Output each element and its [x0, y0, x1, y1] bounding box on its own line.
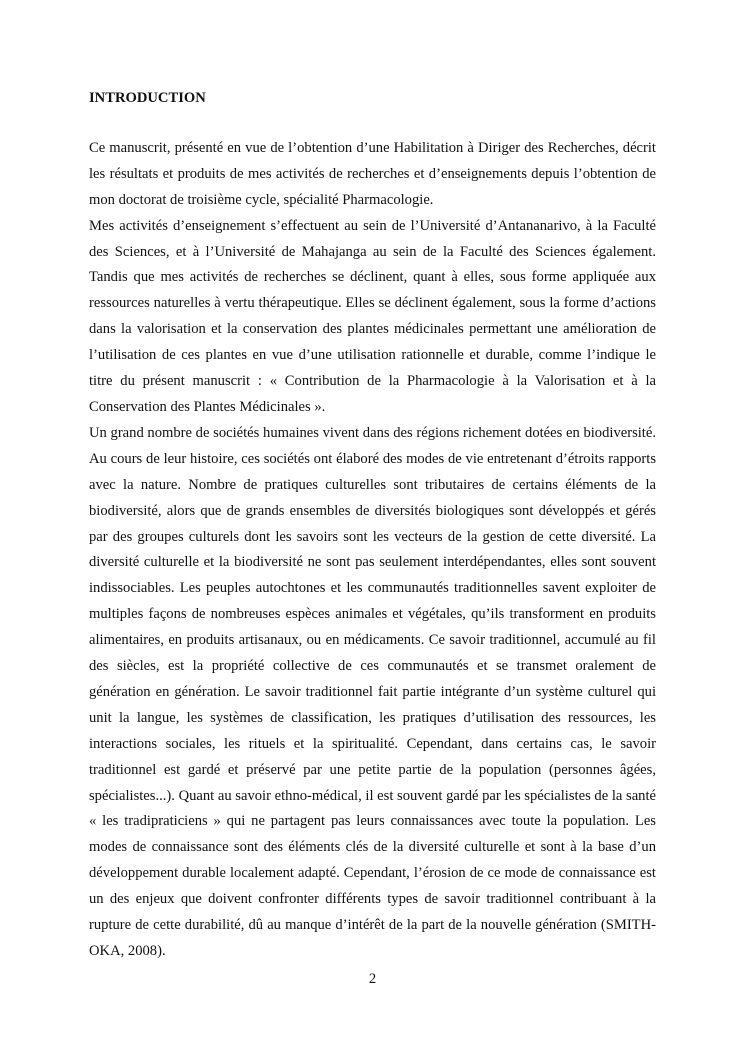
paragraph-1: Ce manuscrit, présenté en vue de l’obtention d’une Habilitation à Diriger des Recherches, décrit les résultats et produits de mes activités de recherches et d’enseignements depuis l’obtention de mon doctorat de troisième cycle, spécialité Pharmacologie. — [89, 139, 656, 208]
section-heading: INTRODUCTION — [89, 90, 206, 106]
document-body — [89, 86, 656, 965]
paragraph-2: Mes activités d’enseignement s’effectuent au sein de l’Université d’Antananarivo, à la Faculté des Sciences, et à l’Université de Mahajanga au sein de la Faculté des Sciences également. Tandis que mes activités de recherches se déclinent, quant à elles, sous forme appliquée aux ressources naturelles à vertu thérapeutique. Elles se déclinent également, sous la forme d’actions dans la valorisation et la conservation des plantes médicinales permettant une amélioration de l’utilisation de ces plantes en vue d’une utilisation rationnelle et durable, comme l’indique le titre du présent manuscrit : « Contribution de la Pharmacologie à la Valorisation et à la Conservation des Plantes Médicinales ». — [89, 217, 656, 415]
page-number: 2 — [368, 971, 377, 987]
paragraph-3: Un grand nombre de sociétés humaines vivent dans des régions richement dotées en biodiversité. Au cours de leur histoire, ces sociétés ont élaboré des modes de vie entretenant d’étroits rapports avec la nature. Nombre de pratiques culturelles sont tributaires de certains éléments de la biodiversité, alors que de grands ensembles de diversités biologiques sont développés et gérés par des groupes culturels dont les savoirs sont les vecteurs de la gestion de cette diversité. La diversité culturelle et la biodiversité ne sont pas seulement interdépendantes, elles sont souvent indissociables. Les peuples autochtones et les communautés traditionnelles savent exploiter de multiples façons de nombreuses espèces animales et végétales, qu’ils transforment en produits alimentaires, en produits artisanaux, ou en médicaments. Ce savoir traditionnel, accumulé au fil des siècles, est la propriété collective de ces communautés et se transmet oralement de génération en génération. Le savoir traditionnel fait partie intégrante d’un système culturel qui unit la langue, les systèmes de classification, les pratiques d’utilisation des ressources, les interactions sociales, les rituels et la spiritualité. Cependant, dans certains cas, le savoir traditionnel est gardé et préservé par une petite partie de la population (personnes âgées, spécialistes...). Quant au savoir ethno-médical, il est souvent gardé par les spécialistes de la santé « les tradipraticiens » qui ne partagent pas leurs connaissances avec toute la population. Les modes de connaissance sont des éléments clés de la diversité culturelle et sont à la base d’un développement durable localement adapté. Cependant, l’érosion de ce mode de connaissance est un des enjeux que doivent confronter différents types de savoir traditionnel contribuant à la rupture de cette durabilité, dû au manque d’intérêt de la part de la nouvelle génération (SMITH-OKA, 2008). — [89, 424, 656, 959]
